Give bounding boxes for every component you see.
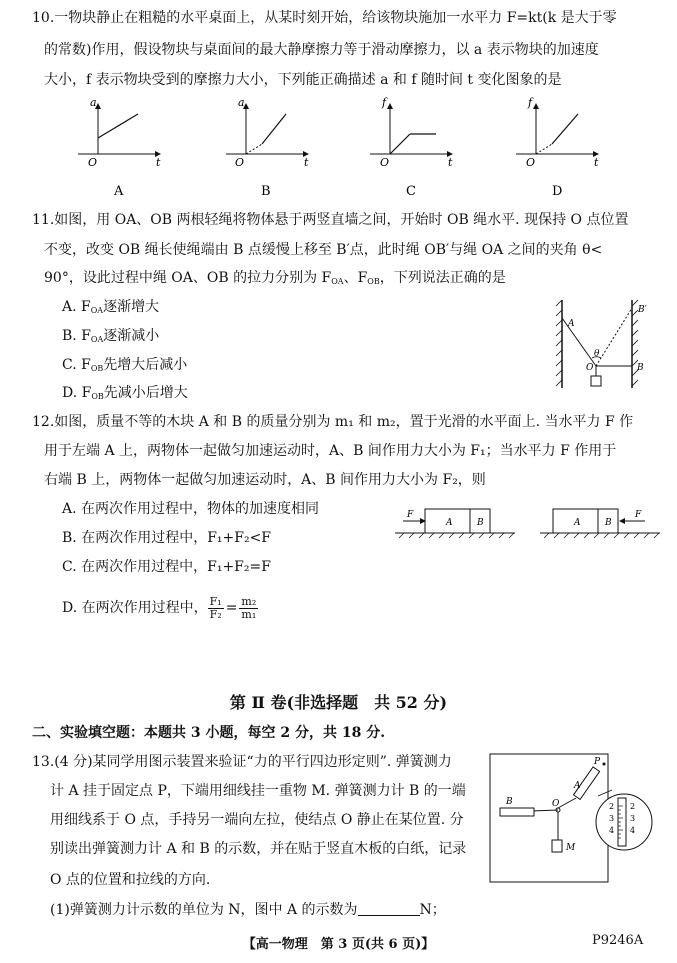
q13-label-b: B: [506, 797, 513, 807]
q11-label-a: A: [568, 319, 575, 329]
graph-a-ylabel: a: [90, 96, 97, 109]
q10-line-2: 的常数)作用，假设物块与桌面间的最大静摩擦力等于滑动摩擦力，以 a 表示物块的加速度: [44, 42, 599, 58]
q10-graphs: [60, 96, 620, 206]
q12-figure: [395, 500, 660, 545]
graph-d-ylabel: f: [528, 96, 533, 109]
q11-label-bprime: B′: [638, 305, 647, 315]
graph-b-origin: O: [235, 156, 245, 169]
q11-option-a: A. $F_{OA}$逐渐增大: [62, 299, 160, 315]
graph-c-label: C: [406, 184, 416, 199]
graph-a-label: A: [114, 184, 124, 199]
graph-a-origin: O: [88, 156, 98, 169]
q12-option-d: D. 在两次作用过程中， $\frac{\text{F₁}}{\text{F₂}}$ = $\frac{\text{m₂}}{\text{m₁}}$: [62, 594, 257, 621]
q13-tick-3-left: 3: [609, 814, 615, 823]
q13-tick-3-right: 3: [630, 814, 636, 823]
q13-tick-4-left: 4: [609, 826, 615, 835]
q13-question-1: (1)弹簧测力计示数的单位为 N，图中 A 的示数为 N；: [50, 902, 446, 918]
graph-b-xlabel: t: [304, 156, 309, 169]
q11-line-1: 11.如图，用 OA、OB 两根轻绳将物体悬于两竖直墙之间，开始时 OB 绳水平. 现保持 O 点位置: [32, 212, 629, 228]
graph-b-ylabel: a: [238, 96, 245, 109]
graph-c-xlabel: t: [448, 156, 453, 169]
section-part-2: 二、实验填空题：本题共 3 小题，每空 2 分，共 18 分.: [32, 725, 386, 741]
paper-code: P9246A: [592, 933, 644, 948]
q13-tick-2-right: 2: [630, 802, 636, 811]
q11-label-theta: θ: [594, 349, 600, 359]
frac-m2-m1: $\frac{\text{m₂}}{\text{m₁}}$: [241, 594, 257, 621]
q13-label-a: A: [574, 781, 581, 791]
q12-option-a: A. 在两次作用过程中，物体的加速度相同: [62, 501, 320, 517]
graph-d: [516, 96, 599, 199]
section-title: 第 Ⅱ 卷(非选择题 共 52 分): [229, 693, 448, 712]
q12-line-1: 12.如图，质量不等的木块 A 和 B 的质量分别为 m₁ 和 m₂，置于光滑的水平面上. 当水平力 F 作: [32, 414, 634, 430]
graph-a: [78, 96, 161, 199]
q11-label-o: O: [586, 363, 594, 373]
graph-b: [226, 96, 309, 199]
graph-c-origin: O: [380, 156, 390, 169]
q12-left-block-a: A: [446, 518, 453, 528]
q13-tick-4-right: 4: [630, 826, 636, 835]
q13-line-4: 别读出弹簧测力计 A 和 B 的示数，并在贴于竖直木板的白纸，记录: [50, 841, 467, 857]
q12-option-b: B. 在两次作用过程中，F₁+F₂<F: [62, 530, 272, 546]
q12-line-3: 右端 B 上，两物体一起做匀加速运动时，A、B 间作用力大小为 F₂，则: [44, 472, 486, 488]
q13-answer-blank[interactable]: [358, 903, 420, 916]
q12-line-2: 用于左端 A 上，两物体一起做匀加速运动时，A、B 间作用力大小为 F₁；当水平力 F 作用于: [44, 443, 617, 459]
graph-c-ylabel: f: [382, 96, 387, 109]
q10-line-3: 大小，f 表示物块受到的摩擦力大小，下列能正确描述 a 和 f 随时间 t 变化图象的是: [44, 72, 562, 88]
q12-right-block-a: A: [574, 518, 581, 528]
graph-c: [370, 96, 453, 199]
q13-label-m: M: [566, 843, 576, 853]
graph-d-label: D: [552, 184, 563, 199]
q12-option-c: C. 在两次作用过程中，F₁+F₂=F: [62, 559, 271, 575]
q13-line-5: O 点的位置和拉线的方向.: [50, 872, 211, 888]
q11-line-2: 不变，改变 OB 绳长使绳端由 B 点缓慢上移至 B′点，此时绳 OB′与绳 OA 之间的夹角 θ<: [44, 242, 603, 258]
q13-line-3: 用细线系于 O 点，手持另一端向左拉，使结点 O 静止在某位置. 分: [50, 812, 464, 828]
q12-right-force-label: F: [635, 510, 642, 520]
frac-f1-f2: $\frac{\text{F₁}}{\text{F₂}}$: [209, 594, 222, 621]
q13-label-o: O: [552, 799, 560, 809]
q11-option-b: B. $F_{OA}$逐渐减小: [62, 328, 160, 344]
q11-option-c: C. $F_{OB}$先增大后减小: [62, 357, 188, 373]
q13-tick-2-left: 2: [609, 802, 615, 811]
q11-line-3: 90°，设此过程中绳 OA、OB 的拉力分别为 $F_{OA}$、$F_{OB}$，下列说法正确的是: [44, 270, 506, 286]
q13-label-p: P: [594, 757, 601, 767]
q12-left-force-label: F: [407, 510, 414, 520]
graph-a-xlabel: t: [156, 156, 161, 169]
graph-d-origin: O: [526, 156, 536, 169]
q10-line-1: 10.一物块静止在粗糙的水平桌面上，从某时刻开始，给该物块施加一水平力 F=kt(k 是大于零: [32, 10, 617, 26]
q13-figure: [486, 750, 656, 890]
q12-left-block-b: B: [477, 518, 484, 528]
page-footer: 【高一物理 第 3 页(共 6 页)】: [242, 937, 435, 952]
q11-figure: [548, 296, 648, 396]
graph-d-xlabel: t: [594, 156, 599, 169]
graph-b-label: B: [261, 184, 271, 199]
q13-line-1: 13.(4 分)某同学用图示装置来验证“力的平行四边形定则”. 弹簧测力: [32, 754, 452, 770]
q11-label-b: B: [637, 363, 644, 373]
q13-line-2: 计 A 挂于固定点 P，下端用细线挂一重物 M. 弹簧测力计 B 的一端: [50, 783, 466, 799]
q12-right-block-b: B: [605, 518, 612, 528]
q11-option-d: D. $F_{OB}$先减小后增大: [62, 385, 188, 401]
